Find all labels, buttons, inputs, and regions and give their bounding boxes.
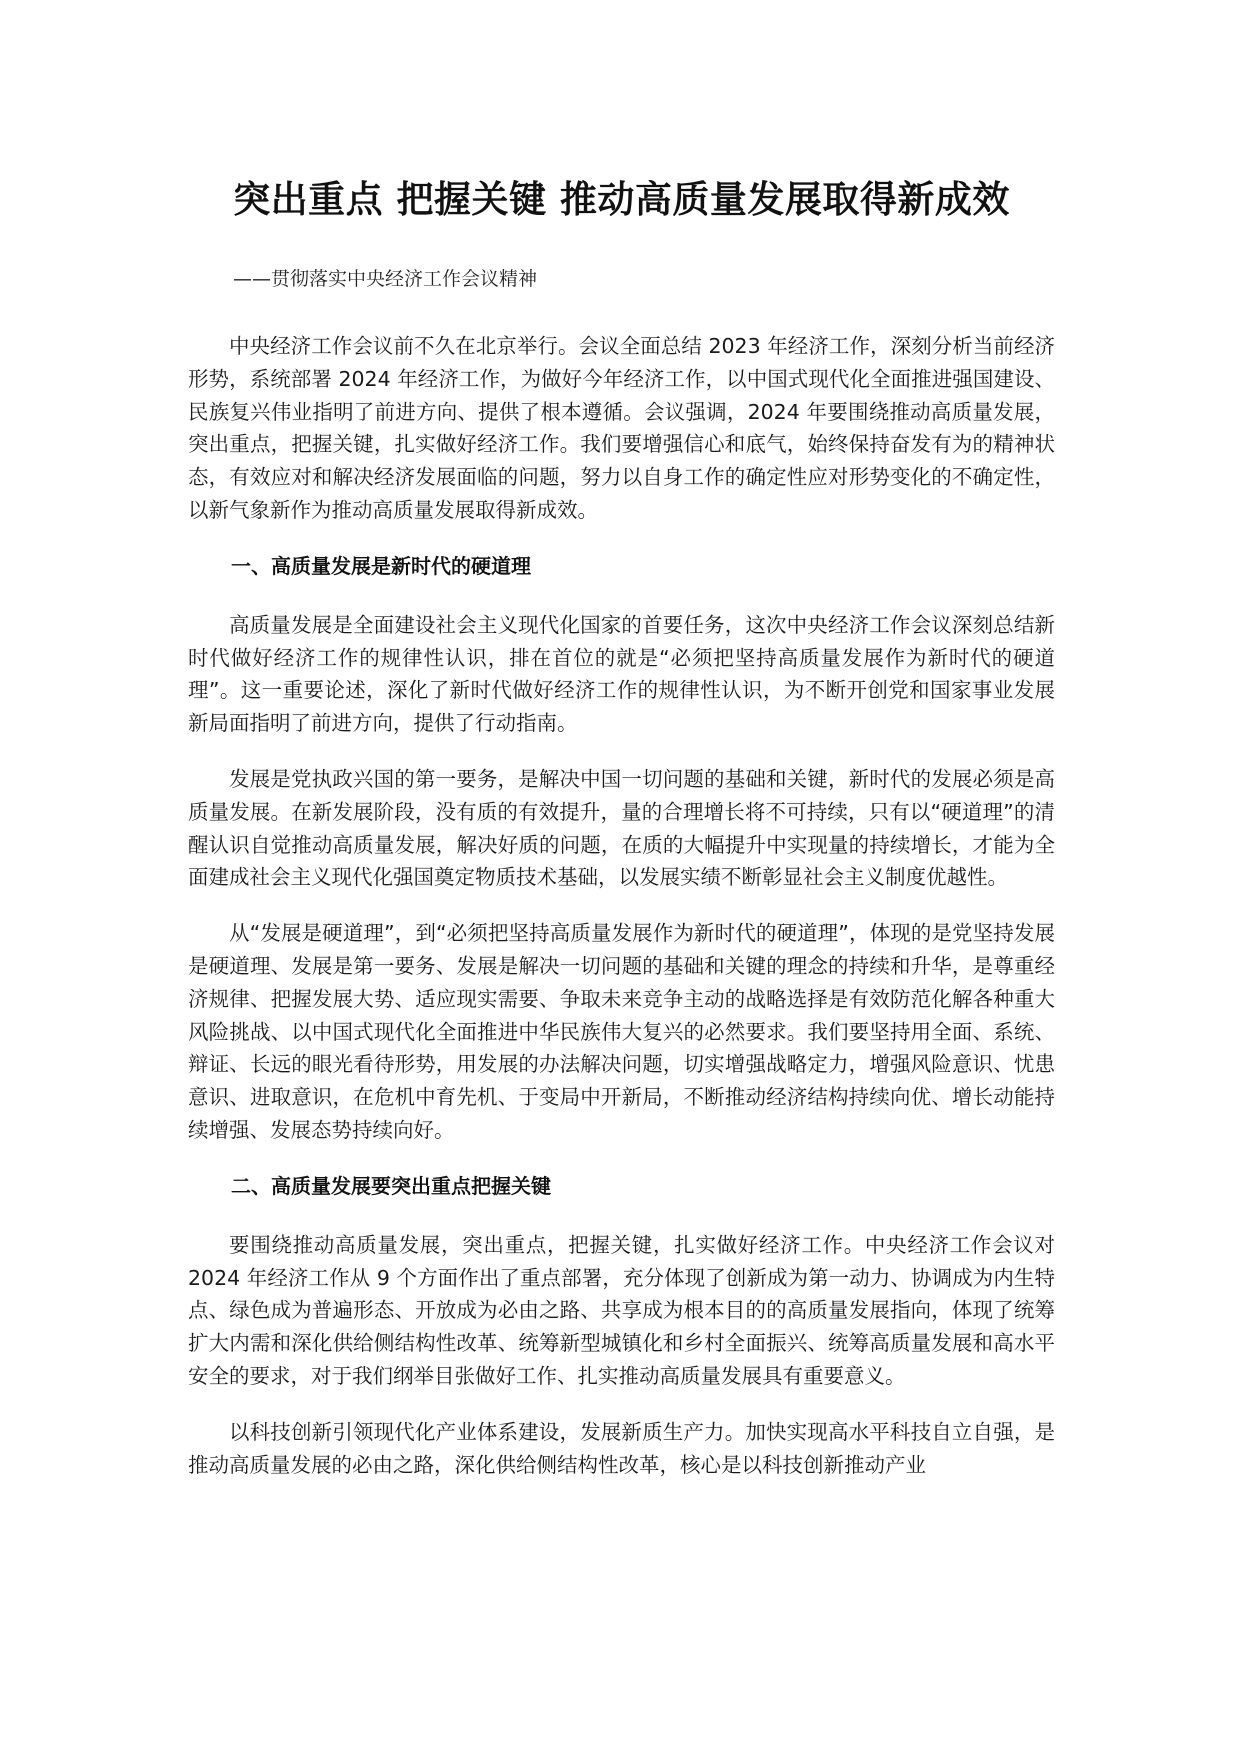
section-heading-2: 二、高质量发展要突出重点把握关键 (231, 1173, 551, 1198)
paragraph: 从“发展是硬道理”，到“必须把坚持高质量发展作为新时代的硬道理”，体现的是党坚持发展是硬道理、发展是第一要务、发展是解决一切问题的基础和关键的理念的持续和升华，是尊重经济规律、把握发展大势、适应现实需要、争取未来竞争主动的战略选择是有效防范化解各种重大风险挑战、以中国式现代化全面推进中华民族伟大复兴的必然要求。我们要坚持用全面、系统、辩证、长远的眼光看待形势，用发展的办法解决问题，切实增强战略定力，增强风险意识、忧患意识、进取意识，在危机中育先机、于变局中开新局，不断推动经济结构持续向优、增长动能持续增强、发展态势持续向好。 (188, 921, 1055, 1142)
paragraph: 发展是党执政兴国的第一要务，是解决中国一切问题的基础和关键，新时代的发展必须是高质量发展。在新发展阶段，没有质的有效提升，量的合理增长将不可持续，只有以“硬道理”的清醒认识自觉推动高质量发展，解决好质的问题，在质的大幅提升中实现量的持续增长，才能为全面建成社会主义现代化强国奠定物质技术基础，以发展实绩不断彰显社会主义制度优越性。 (188, 766, 1055, 890)
paragraph: 要围绕推动高质量发展，突出重点，把握关键，扎实做好经济工作。中央经济工作会议对 2024 年经济工作从 9 个方面作出了重点部署，充分体现了创新成为第一动力、协调成为内生特点、绿色成为普遍形态、开放成为必由之路、共享成为根本目的的高质量发展指向，体现了统筹扩大内需和深化供给侧结构性改革、统筹新型城镇化和乡村全面振兴、统筹高质量发展和高水平安全的要求，对于我们纲举目张做好工作、扎实推动高质量发展具有重要意义。 (188, 1232, 1055, 1388)
document-body (188, 330, 1055, 1481)
paragraph: 高质量发展是全面建设社会主义现代化国家的首要任务，这次中央经济工作会议深刻总结新时代做好经济工作的规律性认识，排在首位的就是“必须把坚持高质量发展作为新时代的硬道理”。这一重要论述，深化了新时代做好经济工作的规律性认识，为不断开创党和国家事业发展新局面指明了前进方向，提供了行动指南。 (188, 612, 1055, 736)
document-title: 突出重点 把握关键 推动高质量发展取得新成效 (233, 178, 1010, 221)
paragraph-partial: 以科技创新引领现代化产业体系建设，发展新质生产力。加快实现高水平科技自立自强，是推动高质量发展的必由之路，深化供给侧结构性改革，核心是以科技创新推动产业 (188, 1419, 1055, 1477)
section-heading-1: 一、高质量发展是新时代的硬道理 (231, 553, 531, 578)
document-subtitle: ——贯彻落实中央经济工作会议精神 (233, 268, 538, 290)
paragraph-intro: 中央经济工作会议前不久在北京举行。会议全面总结 2023 年经济工作，深刻分析当前经济形势，系统部署 2024 年经济工作，为做好今年经济工作，以中国式现代化全面推进强国建设、民族复兴伟业指明了前进方向、提供了根本遵循。会议强调，2024 年要围绕推动高质量发展，突出重点，把握关键，扎实做好经济工作。我们要增强信心和底气，始终保持奋发有为的精神状态，有效应对和解决经济发展面临的问题，努力以自身工作的确定性应对形势变化的不确定性，以新气象新作为推动高质量发展取得新成效。 (188, 334, 1055, 522)
